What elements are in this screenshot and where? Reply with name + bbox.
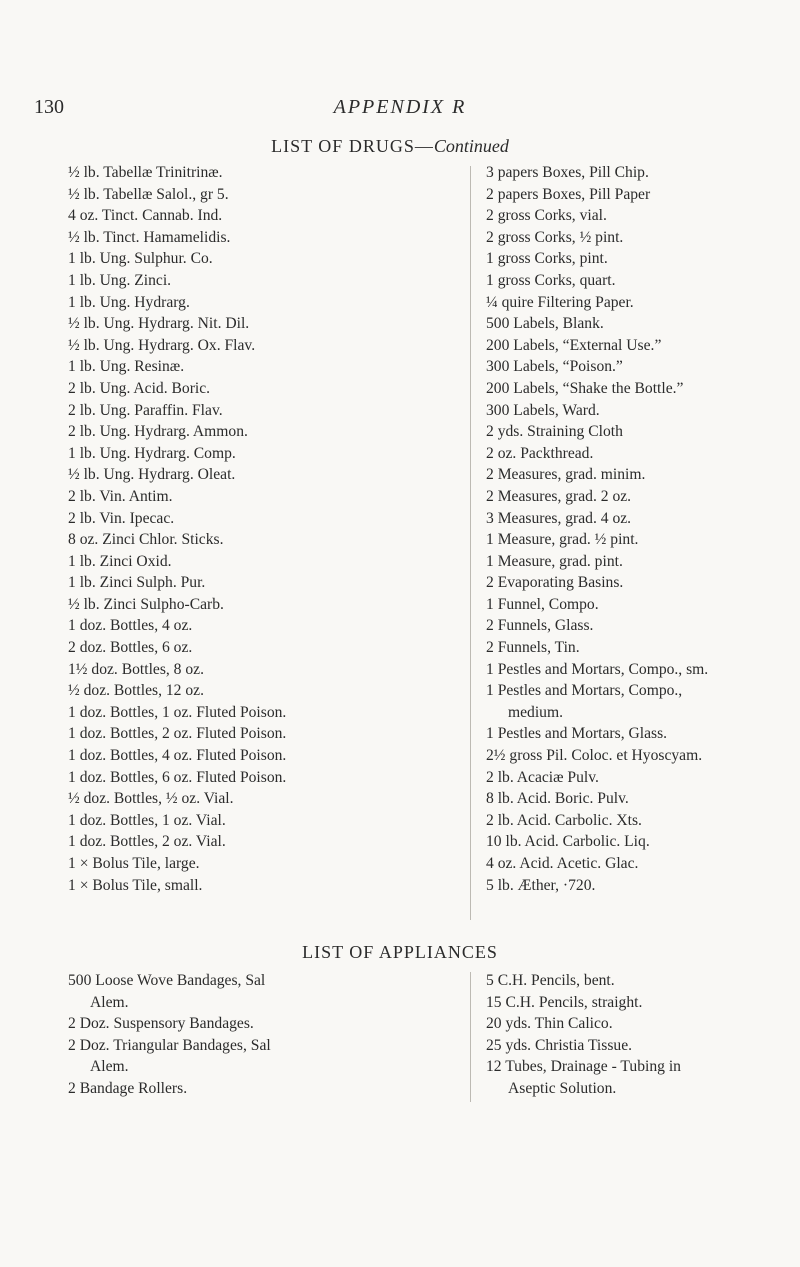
drug-list-item: 3 Measures, grad. 4 oz. bbox=[486, 509, 632, 527]
drug-list-item: ½ lb. Ung. Hydrarg. Oleat. bbox=[68, 466, 236, 484]
drug-list-item: 200 Labels, “External Use.” bbox=[486, 336, 662, 354]
drugs-title-text: LIST OF DRUGS— bbox=[271, 136, 434, 156]
drug-list-item: 5 lb. Æther, ·720. bbox=[486, 876, 596, 894]
drug-list-item: ½ doz. Bottles, 12 oz. bbox=[68, 682, 204, 700]
column-divider bbox=[470, 972, 471, 1102]
appliances-left-column bbox=[68, 970, 448, 1100]
drug-list-item: 2 lb. Ung. Acid. Boric. bbox=[68, 379, 211, 397]
appliance-list-item: 500 Loose Wove Bandages, Sal bbox=[68, 972, 266, 989]
drug-list-item: 1 lb. Zinci Sulph. Pur. bbox=[68, 574, 206, 592]
appliance-list-item: Aseptic Solution. bbox=[508, 1079, 617, 1097]
drug-list-item: 1½ doz. Bottles, 8 oz. bbox=[68, 660, 204, 678]
drug-list-item: 1 lb. Ung. Sulphur. Co. bbox=[68, 250, 213, 268]
drug-list-item: 200 Labels, “Shake the Bottle.” bbox=[486, 379, 684, 397]
appliance-list-item: 25 yds. Christia Tissue. bbox=[486, 1036, 633, 1054]
drug-list-item: 1 Funnel, Compo. bbox=[486, 595, 599, 613]
page-number: 130 bbox=[34, 96, 64, 118]
drugs-section-title bbox=[0, 136, 760, 157]
drug-list-item: 2 Evaporating Basins. bbox=[486, 574, 624, 592]
appliance-list-item: Alem. bbox=[90, 993, 129, 1011]
drug-list-item: 1 lb. Ung. Resinæ. bbox=[68, 358, 185, 376]
appliance-list-item: 2 Doz. Suspensory Bandages. bbox=[68, 1015, 254, 1033]
drug-list-item: 2 lb. Acid. Carbolic. Xts. bbox=[486, 811, 642, 829]
drug-list-item: 2 Funnels, Glass. bbox=[486, 617, 594, 635]
appliance-list-item: 20 yds. Thin Calico. bbox=[486, 1015, 613, 1033]
drug-list-item: 300 Labels, “Poison.” bbox=[486, 358, 623, 376]
drugs-left-column bbox=[68, 162, 448, 896]
drug-list-item: 2 Funnels, Tin. bbox=[486, 639, 580, 657]
drug-list-item: 1 lb. Ung. Zinci. bbox=[68, 271, 172, 289]
drug-list-item: ½ lb. Ung. Hydrarg. Ox. Flav. bbox=[68, 336, 256, 354]
drug-list-item: 8 oz. Zinci Chlor. Sticks. bbox=[68, 531, 224, 549]
drug-list-item: 1 lb. Zinci Oxid. bbox=[68, 552, 172, 570]
drug-list-item: 300 Labels, Ward. bbox=[486, 401, 600, 419]
drug-list-item: 1 doz. Bottles, 2 oz. Fluted Poison. bbox=[68, 725, 287, 743]
drug-list-item: medium. bbox=[508, 703, 564, 721]
appliance-list-item: Alem. bbox=[90, 1058, 129, 1076]
appliance-list-item: 5 C.H. Pencils, bent. bbox=[486, 972, 615, 989]
drug-list-item: 1 doz. Bottles, 1 oz. Fluted Poison. bbox=[68, 703, 287, 721]
drug-list-item: 500 Labels, Blank. bbox=[486, 315, 604, 333]
drug-list-item: 1 doz. Bottles, 4 oz. bbox=[68, 617, 193, 635]
appliances-section-title: LIST OF APPLIANCES bbox=[302, 942, 498, 962]
appliance-list-item: 2 Bandage Rollers. bbox=[68, 1079, 188, 1097]
appliances-right-column bbox=[486, 970, 786, 1100]
column-divider bbox=[470, 166, 471, 920]
drug-list-item: 2 lb. Vin. Ipecac. bbox=[68, 509, 175, 527]
drug-list-item: 1 doz. Bottles, 1 oz. Vial. bbox=[68, 811, 226, 829]
appliance-list-item: 15 C.H. Pencils, straight. bbox=[486, 993, 643, 1011]
drug-list-item: 2 yds. Straining Cloth bbox=[486, 423, 623, 441]
drug-list-item: 3 papers Boxes, Pill Chip. bbox=[486, 164, 649, 181]
drug-list-item: 2 lb. Ung. Hydrarg. Ammon. bbox=[68, 423, 248, 441]
drug-list-item: 1 Pestles and Mortars, Glass. bbox=[486, 725, 668, 743]
drugs-right-column bbox=[486, 162, 786, 896]
drugs-title-continued: Continued bbox=[433, 136, 509, 156]
drug-list-item: 4 oz. Tinct. Cannab. Ind. bbox=[68, 207, 223, 225]
drug-list-item: 1 gross Corks, quart. bbox=[486, 271, 616, 289]
drug-list-item: ½ lb. Zinci Sulpho-Carb. bbox=[68, 595, 224, 613]
drug-list-item: 1 × Bolus Tile, small. bbox=[68, 876, 203, 894]
drug-list-item: 1 lb. Ung. Hydrarg. Comp. bbox=[68, 444, 236, 462]
drug-list-item: 2 gross Corks, vial. bbox=[486, 207, 607, 225]
drug-list-item: 2 gross Corks, ½ pint. bbox=[486, 228, 624, 246]
drug-list-item: 2½ gross Pil. Coloc. et Hyoscyam. bbox=[486, 747, 703, 765]
drug-list-item: 1 doz. Bottles, 2 oz. Vial. bbox=[68, 833, 226, 851]
drug-list-item: 1 doz. Bottles, 6 oz. Fluted Poison. bbox=[68, 768, 287, 786]
drug-list-item: 2 lb. Vin. Antim. bbox=[68, 487, 173, 505]
drug-list-item: 8 lb. Acid. Boric. Pulv. bbox=[486, 790, 629, 808]
drug-list-item: ½ lb. Ung. Hydrarg. Nit. Dil. bbox=[68, 315, 250, 333]
running-head: APPENDIX R bbox=[333, 96, 467, 118]
drug-list-item: 1 Pestles and Mortars, Compo., sm. bbox=[486, 660, 709, 678]
drug-list-item: 1 doz. Bottles, 4 oz. Fluted Poison. bbox=[68, 747, 287, 765]
drug-list-item: 1 lb. Ung. Hydrarg. bbox=[68, 293, 190, 311]
drug-list-item: 1 Measure, grad. pint. bbox=[486, 552, 623, 570]
drug-list-item: 4 oz. Acid. Acetic. Glac. bbox=[486, 855, 639, 872]
drug-list-item: 2 lb. Ung. Paraffin. Flav. bbox=[68, 401, 223, 419]
drug-list-item: ½ lb. Tinct. Hamamelidis. bbox=[68, 228, 231, 246]
drug-list-item: ½ lb. Tabellæ Trinitrinæ. bbox=[68, 164, 223, 181]
appliance-list-item: 2 Doz. Triangular Bandages, Sal bbox=[68, 1036, 271, 1054]
drug-list-item: ½ doz. Bottles, ½ oz. Vial. bbox=[68, 790, 234, 808]
drug-list-item: 2 papers Boxes, Pill Paper bbox=[486, 185, 651, 203]
drug-list-item: 2 Measures, grad. minim. bbox=[486, 466, 646, 484]
drug-list-item: 2 Measures, grad. 2 oz. bbox=[486, 487, 632, 505]
drug-list-item: 2 lb. Acaciæ Pulv. bbox=[486, 768, 599, 786]
drug-list-item: ½ lb. Tabellæ Salol., gr 5. bbox=[68, 185, 229, 203]
drug-list-item: ¼ quire Filtering Paper. bbox=[486, 293, 634, 311]
drug-list-item: 1 Measure, grad. ½ pint. bbox=[486, 531, 639, 549]
drug-list-item: 2 doz. Bottles, 6 oz. bbox=[68, 639, 193, 657]
drug-list-item: 2 oz. Packthread. bbox=[486, 444, 594, 462]
drug-list-item: 1 × Bolus Tile, large. bbox=[68, 855, 200, 872]
drug-list-item: 1 Pestles and Mortars, Compo., bbox=[486, 682, 683, 700]
drug-list-item: 10 lb. Acid. Carbolic. Liq. bbox=[486, 833, 650, 851]
drug-list-item: 1 gross Corks, pint. bbox=[486, 250, 608, 268]
appliance-list-item: 12 Tubes, Drainage - Tubing in bbox=[486, 1058, 681, 1076]
